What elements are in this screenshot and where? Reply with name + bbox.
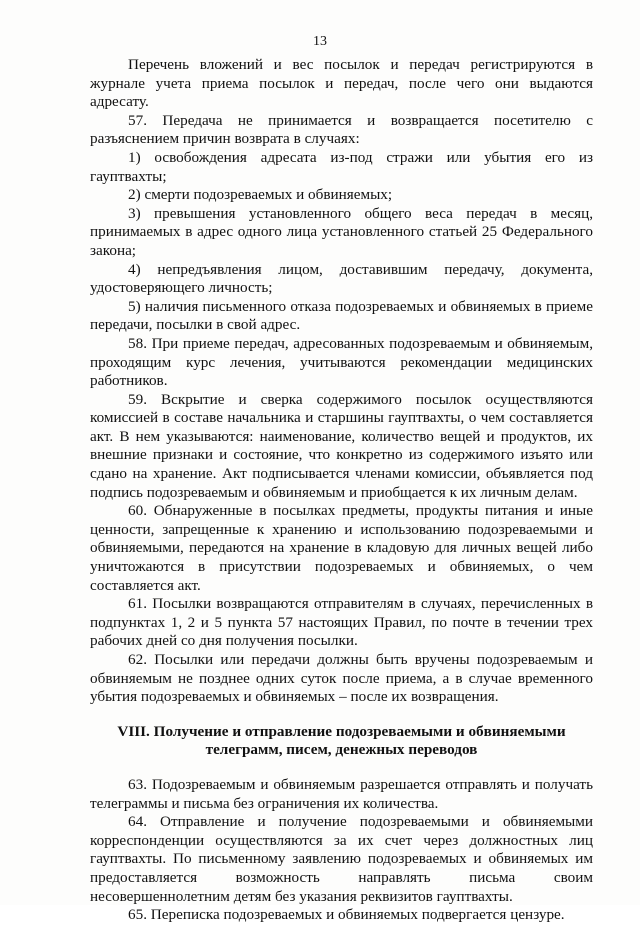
section-heading-line-1: VIII. Получение и отправление подозреваемыми и обвиняемыми	[117, 722, 566, 740]
document-body	[90, 56, 593, 925]
paragraph-59: 59. Вскрытие и сверка содержимого посылок осуществляются комиссией в составе начальника и старшины гауптвахты, о чем составляется акт. В нем указываются: наименование, количество вещей и продуктов, их внешние признаки и состояние, что конкретно из содержимого изъято или сдано на хранение. Акт подписывается членами комиссии, объявляется под подпись подозреваемым и обвиняемым и приобщается к их личным делам.	[90, 390, 593, 501]
paragraph-58: 58. При приеме передач, адресованных подозреваемым и обвиняемым, проходящим курс лечения, учитываются рекомендации медицинских работников.	[90, 334, 593, 390]
paragraph-60: 60. Обнаруженные в посылках предметы, продукты питания и иные ценности, запрещенные к хранению и использованию подозреваемыми и обвиняемыми, передаются на хранение в кладовую для личных вещей либо уничтожаются в присутствии подозреваемых и обвиняемых, о чем составляется акт.	[90, 502, 593, 594]
page-number: 13	[313, 34, 327, 49]
paragraph-65: 65. Переписка подозреваемых и обвиняемых подвергается цензуре.	[128, 906, 565, 924]
paragraph-57-item-1: 1) освобождения адресата из-под стражи или убытия его из гауптвахты;	[90, 148, 593, 185]
paragraph-64: 64. Отправление и получение подозреваемыми и обвиняемыми корреспонденции осуществляются за их счет через должностных лиц гауптвахты. По письменному заявлению подозреваемых и обвиняемых им предоставляется возможность направлять письма своим несовершеннолетним детям без указания реквизитов гауптвахты.	[90, 813, 593, 905]
paragraph-57: 57. Передача не принимается и возвращается посетителю с разъяснением причин возврата в случаях:	[90, 111, 593, 148]
section-heading-line-2: телеграмм, писем, денежных переводов	[205, 741, 478, 759]
paragraph-62: 62. Посылки или передачи должны быть вручены подозреваемым и обвиняемым не позднее одних суток после приема, а в случае временного убытия подозреваемых и обвиняемых – после их возвращения.	[90, 651, 593, 706]
paragraph-57-item-3: 3) превышения установленного общего веса передач в месяц, принимаемых в адрес одного лица установленного статьей 25 Федерального закона;	[90, 204, 593, 259]
paragraph-63: 63. Подозреваемым и обвиняемым разрешается отправлять и получать телеграммы и письма без ограничения их количества.	[90, 775, 593, 812]
section-heading-viii	[90, 723, 593, 760]
paragraph-57-item-5: 5) наличия письменного отказа подозреваемых и обвиняемых в приеме передачи, посылки в свой адрес.	[90, 297, 593, 334]
paragraph-57-item-2: 2) смерти подозреваемых и обвиняемых;	[128, 186, 393, 204]
paragraph-57-item-4: 4) непредъявления лицом, доставившим передачу, документа, удостоверяющего личность;	[90, 260, 593, 297]
paragraph-attachments-register: Перечень вложений и вес посылок и передач регистрируются в журнале учета приема посылок и передач, после чего они выдаются адресату.	[90, 56, 593, 111]
paragraph-61: 61. Посылки возвращаются отправителям в случаях, перечисленных в подпунктах 1, 2 и 5 пункта 57 настоящих Правил, по почте в течении трех рабочих дней со дня получения посылки.	[90, 595, 593, 650]
